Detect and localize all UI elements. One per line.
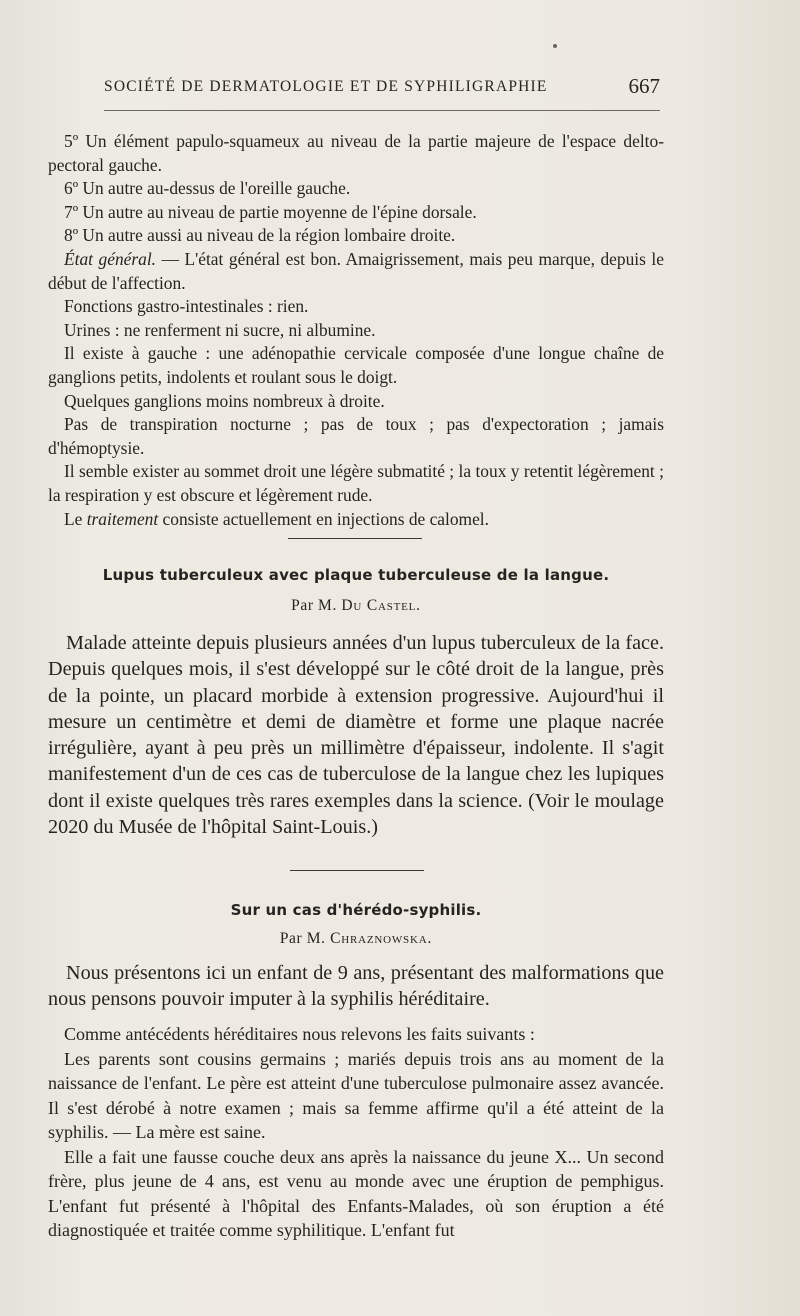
article-intro	[48, 960, 664, 1013]
author-name: Du Castel.	[341, 597, 421, 614]
byline-prefix: Par M.	[279, 930, 331, 947]
article-title: Sur un cas d'hérédo-syphilis.	[230, 901, 482, 919]
article-body	[48, 1022, 664, 1243]
author-name: Chraznowska.	[330, 930, 433, 947]
etat-general-paragraph	[48, 248, 664, 295]
traitement-paragraph	[48, 508, 664, 532]
byline-prefix: Par M.	[291, 597, 342, 614]
paragraph: Il existe à gauche : une adénopathie cervicale composée d'une longue chaîne de ganglions petits, indolents et roulant sous le doigt.	[48, 343, 664, 387]
article-byline	[48, 597, 664, 615]
paragraph: Il semble exister au sommet droit une légère submatité ; la toux y retentit légèrement ; la respiration y est obscure et légèrement rude.	[48, 461, 664, 505]
etat-general-text: — L'état général est bon. Amaigrissement, mais peu marque, depuis le début de l'affection.	[48, 248, 664, 293]
paragraph: Elle a fait une fausse couche deux ans après la naissance du jeune X... Un second frère, plus jeune de 4 ans, est venu au monde avec une éruption de pemphigus. L'enfant fut présenté à l'hôpital des Enfants-Malades, où son éruption a été diagnostiquée et traitée comme syphilitique. L'enfant fut	[48, 1146, 664, 1240]
section-separator	[290, 870, 424, 871]
paragraph: Nous présentons ici un enfant de 9 ans, présentant des malformations que nous pensons pouvoir imputer à la syphilis héréditaire.	[48, 962, 664, 1011]
traitement-suffix: consiste actuellement en injections de calomel.	[158, 508, 489, 529]
page-number: 667	[628, 74, 660, 98]
case-continuation	[48, 130, 664, 531]
paragraph: Quelques ganglions moins nombreux à droite.	[64, 390, 385, 411]
running-title: SOCIÉTÉ DE DERMATOLOGIE ET DE SYPHILIGRAPHIE	[104, 78, 548, 95]
paragraph: Malade atteinte depuis plusieurs années d'un lupus tuberculeux de la face. Depuis quelques mois, il s'est développé sur le côté droit de la langue, près de la pointe, un placard morbide à extension progressive. Aujourd'hui il mesure un centimètre et demi de diamètre et forme une plaque nacrée irrégulière, ayant à peu près un millimètre d'épaisseur, indolente. Il s'agit manifestement d'un de ces cas de tuberculose de la langue chez les lupiques dont il existe quelques très rares exemples dans la science. (Voir le moulage 2020 du Musée de l'hôpital Saint-Louis.)	[48, 632, 664, 839]
traitement-prefix: Le	[64, 508, 87, 529]
list-item: 6º Un autre au-dessus de l'oreille gauche.	[64, 178, 351, 199]
paragraph: Urines : ne renferment ni sucre, ni albumine.	[64, 319, 376, 340]
traitement-word: traitement	[86, 508, 159, 529]
paragraph: Comme antécédents héréditaires nous relevons les faits suivants :	[64, 1024, 535, 1044]
ink-speck	[553, 44, 557, 48]
list-item: 7º Un autre au niveau de partie moyenne de l'épine dorsale.	[64, 201, 477, 222]
etat-general-label: État général.	[64, 248, 157, 269]
page-header	[104, 76, 660, 106]
list-item: 8º Un autre aussi au niveau de la région lombaire droite.	[64, 225, 456, 246]
paragraph: Les parents sont cousins germains ; mariés depuis trois ans au moment de la naissance de l'enfant. Le père est atteint d'une tuberculose pulmonaire assez avancée. Il s'est dérobé à notre examen ; mais sa femme affirme qu'il a été atteint de la syphilis. — La mère est saine.	[48, 1048, 664, 1142]
article-body	[48, 630, 664, 840]
article-byline	[48, 930, 664, 948]
list-item: 5º Un élément papulo-squameux au niveau de la partie majeure de l'espace delto-pectoral gauche.	[48, 131, 664, 175]
paragraph: Fonctions gastro-intestinales : rien.	[64, 296, 309, 317]
article-title: Lupus tuberculeux avec plaque tuberculeuse de la langue.	[102, 566, 610, 584]
section-separator	[288, 538, 422, 539]
header-rule	[104, 110, 660, 111]
paragraph: Pas de transpiration nocturne ; pas de toux ; pas d'expectoration ; jamais d'hémoptysie.	[48, 414, 664, 458]
